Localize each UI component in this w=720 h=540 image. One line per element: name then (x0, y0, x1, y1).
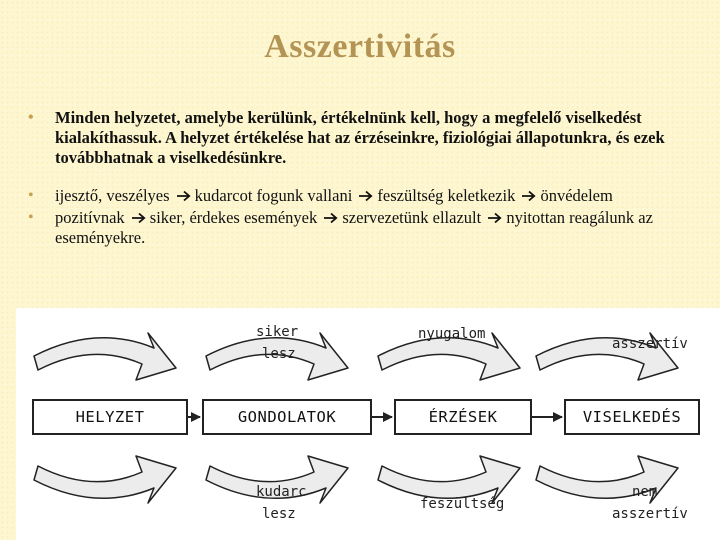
bullet-segment: szervezetünk ellazult (342, 208, 482, 227)
box-gondolatok: GONDOLATOK (202, 399, 372, 435)
bullet-item (28, 208, 708, 248)
box-erzesek: ÉRZÉSEK (394, 399, 532, 435)
slide-title: Asszertivitás (264, 28, 456, 65)
bullet-segment: kudarcot fogunk vallani (194, 186, 353, 205)
label-nyugalom: nyugalom (418, 326, 486, 342)
bullet-dot-icon: • (28, 209, 34, 226)
bullet-segment: nyitottan reagálunk az eseményekre. (55, 208, 653, 247)
right-arrow-icon (487, 212, 502, 224)
bullet-item (28, 186, 708, 206)
label-lesz-top: lesz (262, 346, 296, 362)
label-asszertiv-top: asszertív (612, 336, 688, 352)
bullet-segment: siker, érdekes események (149, 208, 318, 227)
bullet-segment: önvédelem (540, 186, 613, 205)
box-helyzet: HELYZET (32, 399, 188, 435)
label-nem: nem (632, 484, 658, 500)
curved-arrow-bottom (34, 456, 176, 503)
bullet-list (28, 108, 708, 248)
right-arrow-icon (131, 212, 146, 224)
right-arrow-icon (521, 190, 536, 202)
right-arrow-icon (176, 190, 191, 202)
bullet-segment: pozitívnak (55, 208, 125, 227)
right-arrow-icon (358, 190, 373, 202)
bullet-segment: feszültség keletkezik (377, 186, 516, 205)
flow-diagram (16, 308, 720, 540)
right-arrow-icon (323, 212, 338, 224)
label-asszertiv-bottom: asszertív (612, 506, 688, 522)
bullet-segment: ijesztő, veszélyes (55, 186, 170, 205)
box-viselkedes: VISELKEDÉS (564, 399, 700, 435)
bullet-dot-icon: • (28, 187, 34, 204)
curved-arrow-top (34, 333, 176, 380)
label-feszultseg: feszültség (420, 496, 505, 512)
bullet-text: Minden helyzetet, amelybe kerülünk, értékelnünk kell, hogy a megfelelő viselkedést kialakíthassuk. A helyzet értékelése hat az érzéseinkre, fiziológiai állapotunkra, és ezek továbbhatnak a viselkedésünkre. (55, 108, 665, 167)
label-kudarc: kudarc (256, 484, 307, 500)
label-lesz-bottom: lesz (262, 506, 296, 522)
bullet-dot-icon: • (28, 109, 34, 126)
bullet-item (28, 108, 708, 168)
label-siker: siker (256, 324, 299, 340)
